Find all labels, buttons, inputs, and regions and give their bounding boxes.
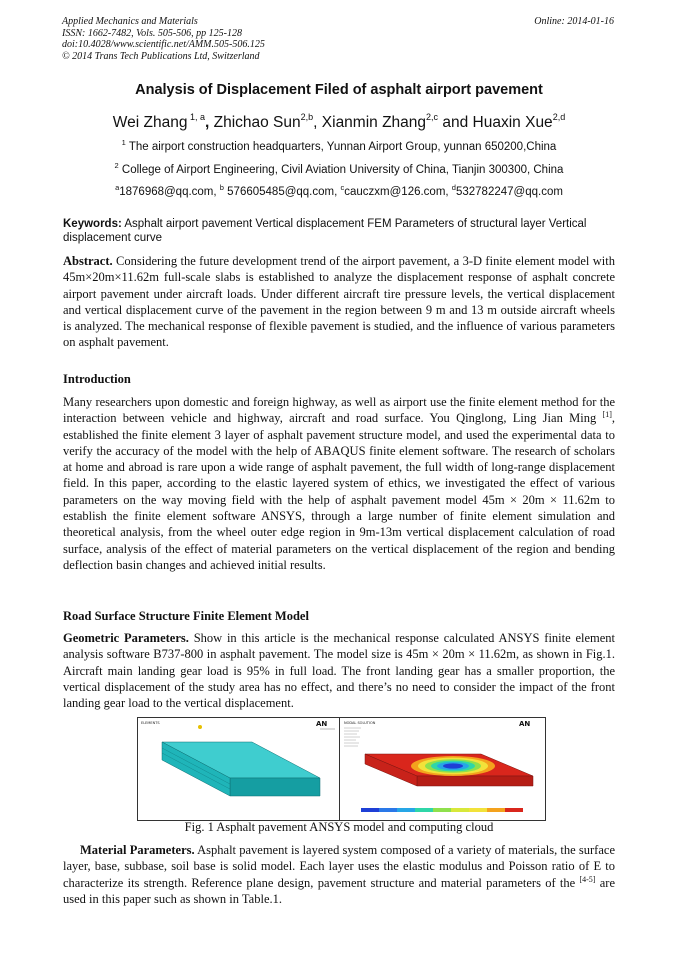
online-date: Online: 2014-01-16 (534, 16, 614, 27)
issn-line: ISSN: 1662-7482, Vols. 505-506, pp 125-128 (62, 27, 242, 39)
email-line: $^a$1876968@qq.com, $^b$ 576605485@qq.com, $^c$cauczxm@126.com, $^d$532782247@qq.com (115, 183, 563, 198)
geometric-paragraph: Geometric Parameters. Show in this article is the mechanical response calculated ANSYS finite element analysis software B737-800 in asphalt pavement. The model size is 45m × 20m × 11.62m, as shown in Fig.1. Aircraft main landing gear load is 95% in full load. The front landing gear has a smaller proportion, the vertical displacement of the study area has no effect, and there’s no need to consider the impact of the front landing gear load to the vertical displacement. (63, 631, 616, 711)
paper-title: Analysis of Displacement Filed of asphalt airport pavement (135, 82, 543, 98)
doi-line: doi:10.4028/www.scientific.net/AMM.505-506.125 (62, 39, 265, 50)
intro-heading: Introduction (63, 372, 131, 386)
computing-cloud-image (341, 718, 545, 820)
ansys-logo: AN (519, 720, 531, 728)
author-sup: 2,c (426, 112, 439, 122)
abstract (63, 253, 615, 351)
geometric-label: Geometric Parameters. (63, 631, 189, 645)
author-list: Wei Zhang $^{1, a}$, Zhichao Sun$^{2,b}$, Xianmin Zhang$^{2,c}$ and Huaxin Xue$^{2,d}$ (112, 112, 566, 131)
keywords-label: Keywords: (63, 218, 122, 230)
intro-paragraph: Many researchers upon domestic and foreign highway, as well as airport use the finite element method for the interaction between vehicle and highway, aircraft and road surface. You Qinglong, Ling Jian Ming [1], established the finite element 3 layer of asphalt pavement structure model, and used the experimental data to verify the accuracy of the model with the help of ABAQUS finite element software. The research of scholars at home and abroad is rare upon a wide range of asphalt pavement, the full width of long-range displacement field. In this paper, according to the elastic layered system of ethics, we investigated the effect of various parameters on the way moving field with the help of asphalt pavement model 45m × 20m × 11.62m to establish the finite element software ANSYS, through a large number of finite element simulation and theoretical analysis, from the wheel outer edge region in 9m-13m vertical displacement calculation of road surface, analysis of the effect of material parameters on the vertical displacement of the region and bending deflection basin changes and achieved initial results. (63, 395, 615, 572)
copyright-line: © 2014 Trans Tech Publications Ltd, Switzerland (62, 50, 260, 62)
affiliation-1: $^1$ The airport construction headquarters, Yunnan Airport Group, yunnan 650200,China (121, 138, 557, 153)
keywords (63, 217, 615, 245)
section-heading: Road Surface Structure Finite Element Model (63, 609, 309, 623)
affiliation-2: $^2$ College of Airport Engineering, Civil Aviation University of China, Tianjin 300300, China (114, 161, 564, 176)
journal-header (62, 16, 265, 62)
figure-divider (339, 718, 340, 820)
author-sup: 2,d (552, 112, 566, 122)
fig-right-tag: NODAL SOLUTION (344, 721, 376, 725)
material-label: Material Parameters. (80, 843, 195, 857)
author-name: Zhichao Sun (213, 114, 301, 131)
color-legend (361, 808, 523, 812)
fig-left-tag: ELEMENTS (141, 721, 160, 725)
keywords-text: Asphalt airport pavement Vertical displacement FEM Parameters of structural layer Vertical displacement curve (63, 218, 587, 244)
ansys-logo: AN (316, 720, 328, 728)
author-name: Huaxin Xue (472, 114, 553, 131)
ansys-model-image (138, 718, 338, 820)
journal-name: Applied Mechanics and Materials (62, 16, 198, 27)
material-paragraph: Material Parameters. Asphalt pavement is layered system composed of a variety of materials, the surface layer, base, subbase, soil base is solid model. Each layer uses the elastic modulus and Poisson ratio of E to characterize its strength. Reference plane design, pavement structure and material parameters of the [4-5] are used in this paper such as shown in Table.1. (63, 843, 615, 906)
abstract-text: Considering the future development trend of the airport pavement, a 3-D finite element model with 45m×20m×11.62m full-scale slabs is established to analyze the displacement response of asphalt concrete airport pavement under aircraft loads. Under different aircraft tire pressure levels, the vertical displacement and vertical displacement curve of the pavement in the region between 9 m and 13 m outside aircraft wheels is analyzed. The mechanical response of flexible pavement is studied, and the influence of various parameters on asphalt pavement. (63, 254, 615, 350)
citation[interactable]: [1] (602, 410, 612, 420)
author-name: Xianmin Zhang (321, 114, 427, 131)
author-sup: 1, a (187, 112, 205, 122)
citation[interactable]: [4-5] (579, 874, 596, 884)
figure-1 (137, 717, 546, 821)
figure-caption: Fig. 1 Asphalt pavement ANSYS model and computing cloud (184, 820, 494, 834)
author-sup: 2,b (300, 112, 314, 122)
abstract-label: Abstract. (63, 254, 113, 268)
author-name: Wei Zhang (112, 114, 188, 131)
